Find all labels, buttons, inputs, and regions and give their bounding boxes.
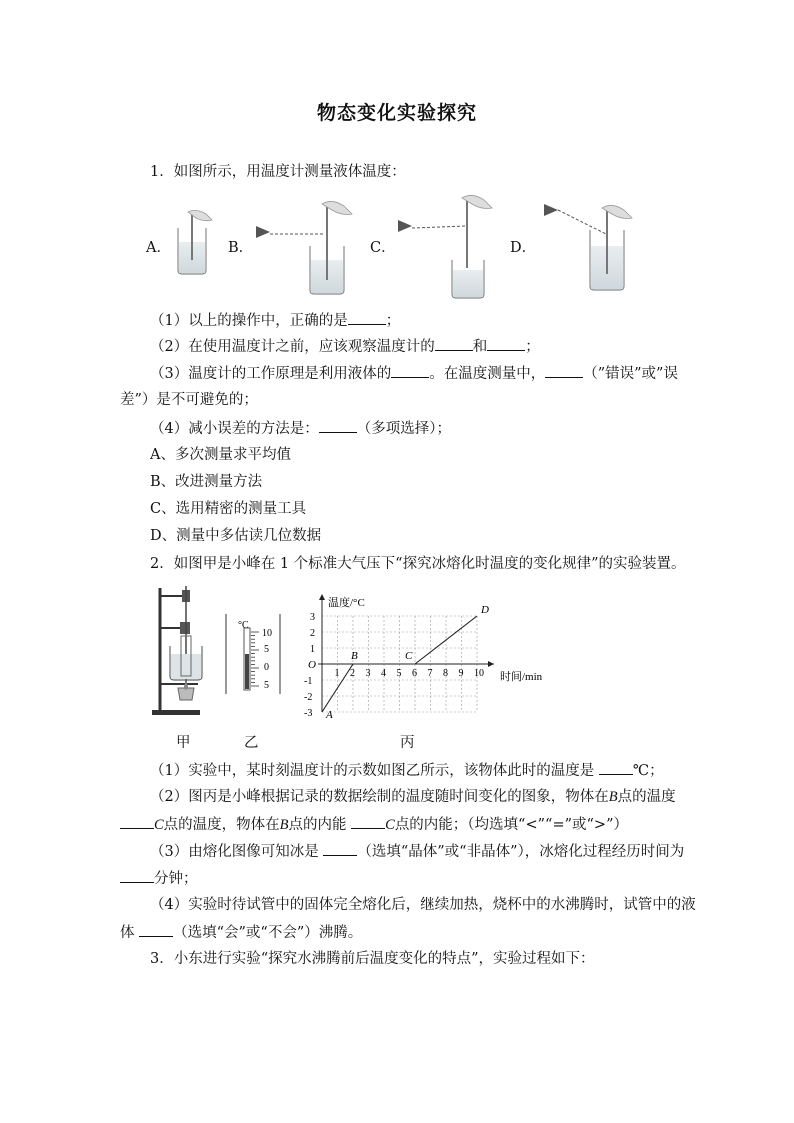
graph-xlabel: 时间/min [500, 671, 543, 683]
y-tick-label: -3 [304, 708, 313, 719]
x-tick-label: 10 [474, 668, 484, 679]
x-tick-label: 1 [334, 668, 340, 679]
choice-d: D、测量中多估读几位数据 [150, 528, 322, 544]
thermo-tick: 5 [264, 644, 269, 655]
option-c-label: C． [370, 240, 396, 256]
thermo-unit: °C [238, 620, 249, 631]
choice-b: B、改进测量方法 [150, 474, 263, 490]
graph-ylabel: 温度/°C [328, 597, 365, 609]
option-d-eye-and-beaker [544, 204, 632, 290]
q1-sub4-tail: （多项选择）； [356, 421, 451, 437]
q2-sub3-tail: （选填“晶体”或“非晶体”），冰熔化过程经历时间为 [357, 844, 685, 860]
q1-sub3-mid: 。在温度测量中， [429, 366, 546, 382]
thermo-tick: 0 [264, 662, 269, 673]
q2-sub3-continued [120, 868, 680, 889]
y-tick-label: -1 [304, 676, 313, 687]
q2-stem: 2．如图甲是小峰在 1 个标准大气压下“探究冰熔化时温度的变化规律”的实验装置。 [150, 556, 686, 572]
option-d-label: D． [510, 240, 537, 256]
answer-blank[interactable] [323, 841, 357, 856]
answer-blank[interactable] [319, 418, 357, 433]
option-c-eye-and-beaker [398, 195, 492, 298]
y-tick-label: 3 [310, 612, 315, 623]
q2-sub4-text: 体 [120, 925, 135, 941]
q1-stem: 1．如图所示，用温度计测量液体温度： [150, 164, 406, 180]
answer-blank[interactable] [120, 868, 154, 883]
answer-blank[interactable] [545, 363, 583, 378]
answer-blank[interactable] [351, 814, 385, 829]
x-tick-label: 4 [381, 668, 386, 679]
answer-blank[interactable] [120, 814, 154, 829]
point-b-ref: B [608, 789, 618, 805]
option-b-label: B． [228, 240, 254, 256]
point-c-ref: C [385, 817, 395, 833]
x-tick-label: 2 [350, 668, 355, 679]
fig-label-jia: 甲 [176, 735, 191, 751]
q2-sub1-tail: ℃； [632, 763, 664, 779]
point-c-ref: C [154, 817, 164, 833]
answer-blank[interactable] [599, 760, 633, 775]
q2-sub2-text: 点的温度，物体在 [163, 817, 280, 833]
y-tick-label: 1 [310, 644, 315, 655]
q2-sub1 [150, 760, 710, 781]
fig-label-bing: 丙 [400, 735, 415, 751]
q1-sub1 [150, 310, 710, 331]
x-axis-arrow [488, 661, 494, 667]
point-label-b: B [351, 650, 358, 662]
q1-sub3 [150, 363, 710, 384]
thermometer-scale [226, 614, 280, 694]
choice-c: C、选用精密的测量工具 [150, 501, 307, 517]
q1-sub3-tail: （”错误”或”误 [583, 366, 678, 382]
answer-blank[interactable] [435, 336, 473, 351]
fig-label-yi: 乙 [244, 735, 259, 751]
thermometer-options-drawing [140, 190, 660, 302]
q2-sub4-tail: （选填“会”或“不会”）沸腾。 [173, 925, 363, 941]
q1-sub4 [150, 418, 710, 439]
thermo-tick: 5 [264, 680, 269, 691]
y-tick-label: 2 [310, 628, 315, 639]
point-label-c: C [405, 650, 413, 662]
point-label-d: D [481, 604, 489, 616]
q3-stem: 3．小东进行实验“探究水沸腾前后温度变化的特点”，实验过程如下： [150, 951, 595, 967]
x-tick-label: 3 [365, 668, 371, 679]
q2-sub4-line1: （4）实验时待试管中的固体完全熔化后，继续加热，烧杯中的水沸腾时，试管中的液 [150, 897, 696, 913]
answer-blank[interactable] [348, 310, 386, 325]
y-axis-arrow [319, 594, 325, 600]
q1-sub3-text: （3）温度计的工作原理是利用液体的 [150, 366, 392, 382]
y-tick-label: -2 [304, 692, 313, 703]
q1-sub2-tail: ； [525, 339, 540, 355]
q1-sub2 [150, 336, 710, 357]
melting-graph [304, 594, 543, 721]
q2-figure-drawing [140, 584, 560, 724]
q1-sub1-tail: ； [385, 313, 401, 329]
page-title: 物态变化实验探究 [316, 102, 477, 124]
answer-blank[interactable] [139, 922, 173, 937]
q1-sub3-continued: 差”）是不可避免的； [120, 392, 258, 408]
q1-figure [140, 190, 660, 302]
point-label-a: A [326, 709, 333, 721]
q2-sub2-text: 点的内能；（均选填“<”“=”或“>”） [394, 817, 628, 833]
q1-sub4-text: （4）减小误差的方法是： [150, 421, 319, 437]
choice-a: A、多次测量求平均值 [150, 447, 291, 463]
q2-sub1-text: （1）实验中，某时刻温度计的示数如图乙所示，该物体此时的温度是 [150, 763, 595, 779]
option-b-eye-and-beaker [256, 201, 352, 294]
point-b-ref: B [279, 817, 289, 833]
answer-blank[interactable] [391, 363, 429, 378]
q2-sub3-text: （3）由熔化图像可知冰是 [150, 844, 319, 860]
q2-sub2-line1 [150, 787, 710, 807]
q1-sub2-mid: 和 [472, 339, 488, 355]
q1-sub2-text: （2）在使用温度计之前，应该观察温度计的 [150, 339, 435, 355]
q2-figure [140, 584, 560, 754]
q2-sub2-text: 点的内能 [288, 817, 347, 833]
x-tick-label: 6 [412, 668, 417, 679]
q2-sub2-line2 [120, 814, 680, 835]
x-tick-label: 9 [458, 668, 464, 679]
q2-sub3 [150, 841, 710, 862]
graph-origin: O [308, 659, 316, 671]
x-tick-label: 8 [443, 668, 448, 679]
x-tick-label: 5 [396, 668, 402, 679]
option-a-beaker [178, 210, 212, 274]
q2-sub4-line2 [120, 922, 680, 943]
q2-sub2-text: 点的温度 [617, 789, 676, 805]
stand-apparatus [152, 586, 202, 715]
x-tick-label: 7 [427, 668, 433, 679]
q2-sub3-cont-text: 分钟； [154, 871, 198, 887]
option-a-label: A． [146, 240, 171, 256]
answer-blank[interactable] [487, 336, 525, 351]
q2-sub2-text: （2）图丙是小峰根据记录的数据绘制的温度随时间变化的图象，物体在 [150, 789, 609, 805]
thermo-tick: 10 [262, 628, 272, 639]
q1-sub1-text: （1）以上的操作中，正确的是 [150, 313, 348, 329]
